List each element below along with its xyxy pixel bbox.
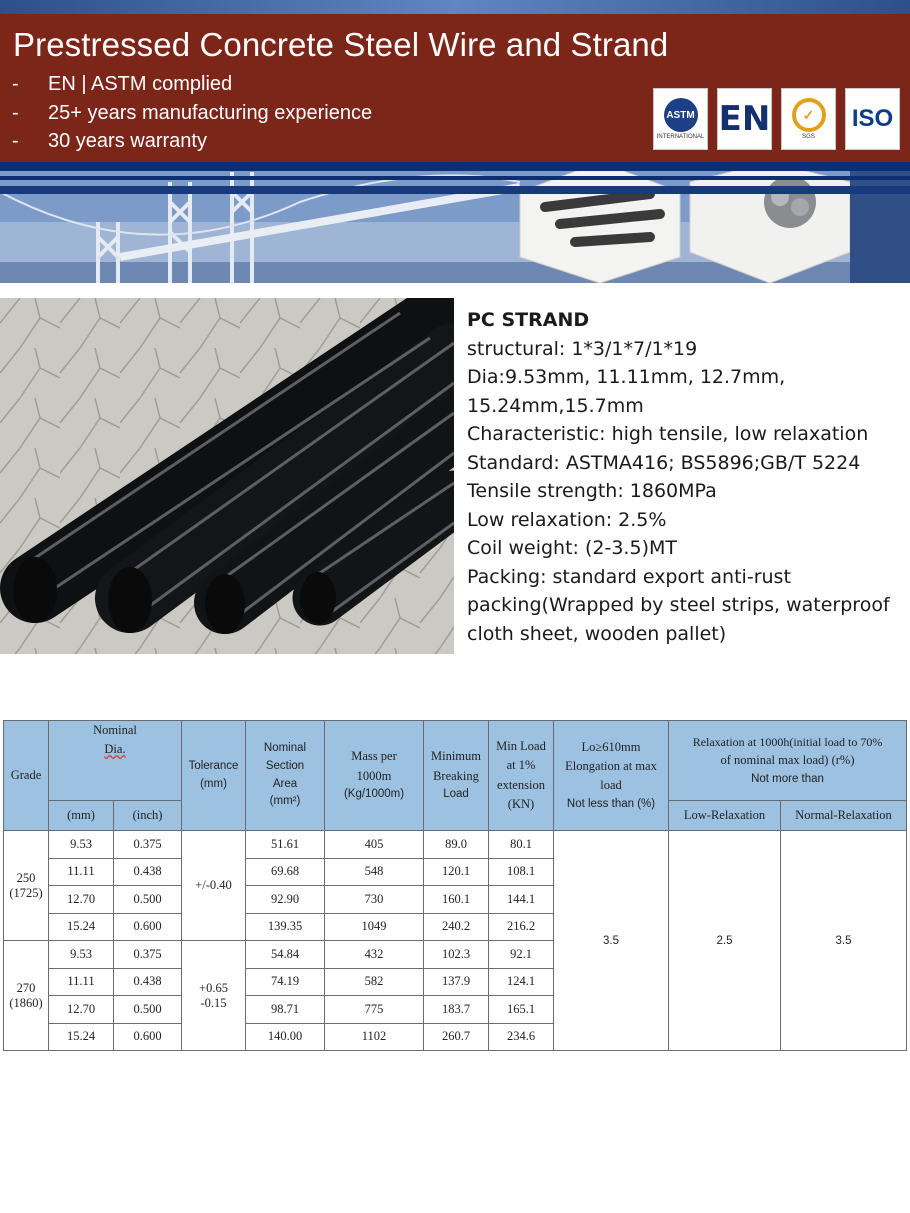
table-cell: 216.2 <box>489 913 554 941</box>
feature-list <box>12 70 372 156</box>
table-cell: 582 <box>325 968 424 996</box>
table-cell: 11.11 <box>49 968 114 996</box>
spec-line: packing(Wrapped by steel strips, waterproof <box>467 594 890 616</box>
tolerance-cell: +/-0.40 <box>182 831 246 941</box>
table-cell: 432 <box>325 941 424 969</box>
table-cell: 0.375 <box>114 941 182 969</box>
banner-stripe <box>0 176 910 180</box>
table-cell: 108.1 <box>489 858 554 886</box>
table-cell: 139.35 <box>246 913 325 941</box>
banner-stripe <box>0 162 910 171</box>
page-title: Prestressed Concrete Steel Wire and Strand <box>13 26 669 63</box>
spec-line: cloth sheet, wooden pallet) <box>467 622 727 645</box>
feature-item: - 25+ years manufacturing experience <box>12 101 373 124</box>
table-row <box>4 831 907 859</box>
header-min-load: Min Load at 1% extension (KN) <box>489 721 554 831</box>
spec-heading: PC STRAND <box>467 309 590 331</box>
table-cell: 548 <box>325 858 424 886</box>
table-cell: 160.1 <box>424 886 489 914</box>
table-cell: 144.1 <box>489 886 554 914</box>
banner-top-strip <box>0 0 910 14</box>
table-cell: 234.6 <box>489 1023 554 1051</box>
spec-line: Tensile strength: 1860MPa <box>467 480 717 502</box>
table-cell: 775 <box>325 996 424 1024</box>
table-cell: 69.68 <box>246 858 325 886</box>
table-cell: 137.9 <box>424 968 489 996</box>
header-nominal-dia: Nominal Dia. <box>49 721 182 801</box>
table-cell: 89.0 <box>424 831 489 859</box>
low-relaxation-cell: 2.5 <box>669 831 781 1051</box>
table-cell: 0.438 <box>114 858 182 886</box>
table-cell: 120.1 <box>424 858 489 886</box>
feature-item: - EN | ASTM complied <box>12 73 233 95</box>
table-cell: 80.1 <box>489 831 554 859</box>
header-elongation: Lo≥610mm Elongation at max load Not less than (%) <box>554 721 669 831</box>
header-section-area: Nominal Section Area (mm²) <box>246 721 325 831</box>
spec-line: Packing: standard export anti-rust <box>467 565 791 588</box>
table-cell: 0.600 <box>114 913 182 941</box>
table-cell: 165.1 <box>489 996 554 1024</box>
table-cell: 92.90 <box>246 886 325 914</box>
table-cell: 1049 <box>325 913 424 941</box>
header-tolerance: Tolerance (mm) <box>182 721 246 831</box>
header-mass: Mass per 1000m (Kg/1000m) <box>325 721 424 831</box>
grade-cell: 270 (1860) <box>4 941 49 1051</box>
table-cell: 102.3 <box>424 941 489 969</box>
table-cell: 98.71 <box>246 996 325 1024</box>
table-cell: 0.500 <box>114 996 182 1024</box>
astm-logo: ASTM INTERNATIONAL <box>653 88 708 150</box>
spec-line: 15.24mm,15.7mm <box>467 394 644 417</box>
header-low-relaxation: Low-Relaxation <box>669 801 781 831</box>
table-cell: 12.70 <box>49 996 114 1024</box>
table-cell: 51.61 <box>246 831 325 859</box>
table-cell: 1102 <box>325 1023 424 1051</box>
spec-line: Dia:9.53mm, 11.11mm, 12.7mm, <box>467 366 786 388</box>
header-banner <box>0 0 910 283</box>
table-cell: 240.2 <box>424 913 489 941</box>
check-icon: ✓ <box>792 98 826 132</box>
table-cell: 54.84 <box>246 941 325 969</box>
table-cell: 405 <box>325 831 424 859</box>
header-breaking-load: Minimum Breaking Load <box>424 721 489 831</box>
certification-logos <box>653 88 900 150</box>
table-cell: 15.24 <box>49 1023 114 1051</box>
strand-spec-table <box>3 720 907 1051</box>
pc-strand-photo <box>0 298 454 654</box>
header-normal-relaxation: Normal-Relaxation <box>781 801 907 831</box>
table-cell: 124.1 <box>489 968 554 996</box>
normal-relaxation-cell: 3.5 <box>781 831 907 1051</box>
header-relaxation: Relaxation at 1000h(initial load to 70% of nominal max load) (r%) Not more than <box>669 721 907 801</box>
header-mm: (mm) <box>49 801 114 831</box>
table-cell: 11.11 <box>49 858 114 886</box>
table-cell: 12.70 <box>49 886 114 914</box>
sgs-logo: ✓ SGS <box>781 88 836 150</box>
pc-strand-spec <box>467 306 907 648</box>
feature-text: 25+ years manufacturing experience <box>48 101 373 124</box>
table-cell: 730 <box>325 886 424 914</box>
banner-stripe <box>0 186 910 194</box>
table-cell: 0.438 <box>114 968 182 996</box>
table-cell: 92.1 <box>489 941 554 969</box>
table-cell: 183.7 <box>424 996 489 1024</box>
spec-line: Standard: ASTMA416; BS5896;GB/T 5224 <box>467 451 861 474</box>
table-cell: 74.19 <box>246 968 325 996</box>
feature-text: 30 years warranty <box>48 130 207 152</box>
header-grade: Grade <box>4 721 49 831</box>
spec-line: Characteristic: high tensile, low relaxation <box>467 423 869 445</box>
spec-line: structural: 1*3/1*7/1*19 <box>467 337 698 360</box>
grade-cell: 250 (1725) <box>4 831 49 941</box>
table-cell: 9.53 <box>49 831 114 859</box>
feature-item: - 30 years warranty <box>12 130 207 152</box>
table-cell: 0.600 <box>114 1023 182 1051</box>
feature-text: EN | ASTM complied <box>48 73 233 95</box>
elongation-cell: 3.5 <box>554 831 669 1051</box>
table-cell: 260.7 <box>424 1023 489 1051</box>
header-inch: (inch) <box>114 801 182 831</box>
table-cell: 0.375 <box>114 831 182 859</box>
bridge-illustration <box>0 162 910 283</box>
spec-line: Coil weight: (2-3.5)MT <box>467 537 677 559</box>
iso-logo: ISO <box>845 88 900 150</box>
en-logo: EN <box>717 88 772 150</box>
tolerance-cell: +0.65 -0.15 <box>182 941 246 1051</box>
table-cell: 9.53 <box>49 941 114 969</box>
table-cell: 0.500 <box>114 886 182 914</box>
table-cell: 15.24 <box>49 913 114 941</box>
table-cell: 140.00 <box>246 1023 325 1051</box>
spec-line: Low relaxation: 2.5% <box>467 508 667 531</box>
